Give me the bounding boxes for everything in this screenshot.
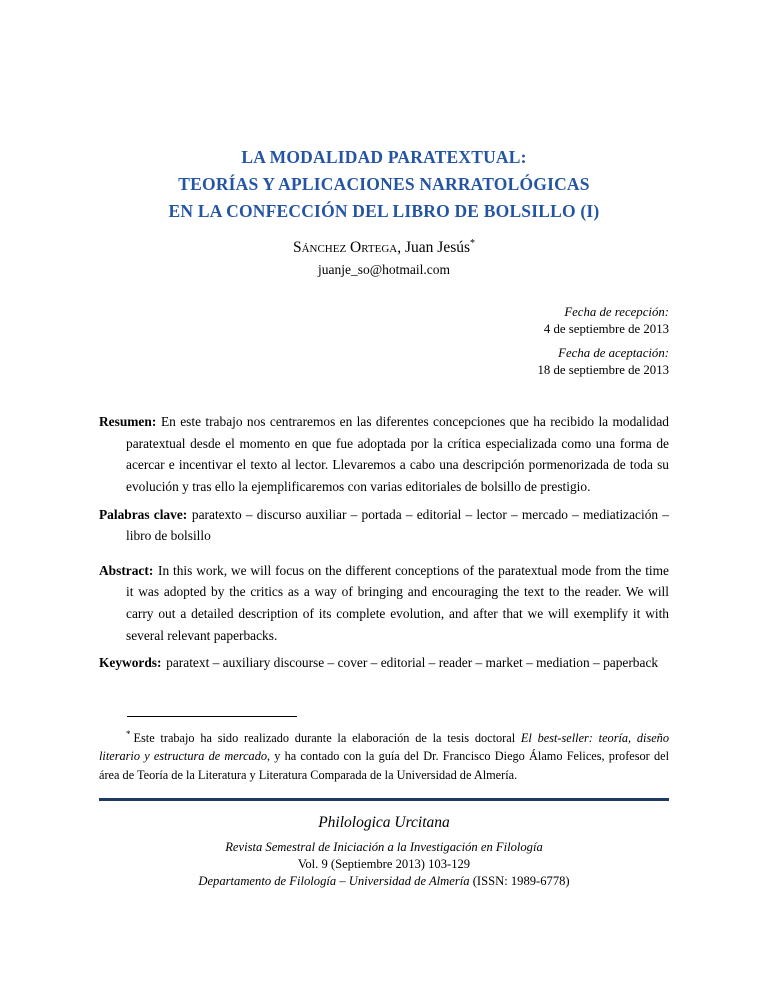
paper-title [99, 144, 669, 225]
palabras-clave-paragraph [99, 504, 669, 547]
footnote-separator-rule [127, 716, 297, 717]
footnote [99, 725, 669, 785]
acceptance-date-pair [99, 345, 669, 379]
journal-footer [99, 814, 669, 890]
reception-label: Fecha de recepción: [564, 305, 669, 320]
abstracts-block [99, 411, 669, 674]
author-line [99, 238, 669, 257]
journal-department-line [99, 873, 669, 890]
acceptance-date: 18 de septiembre de 2013 [537, 363, 669, 378]
author-surname: Sánchez Ortega [292, 239, 398, 257]
author-footnote-marker: * [470, 238, 476, 249]
title-line-3: EN LA CONFECCIÓN DEL LIBRO DE BOLSILLO (I) [168, 201, 600, 221]
palabras-clave-label: Palabras clave: [99, 506, 188, 522]
journal-series: Revista Semestral de Iniciación a la Investigación en Filología [225, 839, 543, 854]
palabras-clave-text: paratexto – discurso auxiliar – portada – editorial – lector – mercado – mediatización – libro de bolsillo [126, 506, 669, 544]
abstract-text: In this work, we will focus on the different conceptions of the paratextual mode from the time it was adopted by the critics as a way of bringing and encouraging the text to the reader. We will carry out a detailed description of its complete evolution, and after that we will exemplify it with several relevant paperbacks. [126, 562, 669, 643]
journal-name: Philologica Urcitana [318, 813, 450, 831]
title-line-1: LA MODALIDAD PARATEXTUAL: [241, 147, 527, 167]
author-given-name: , Juan Jesús [397, 239, 471, 257]
resumen-paragraph [99, 411, 669, 497]
reception-date-pair [99, 304, 669, 338]
footnote-text-before: Este trabajo ha sido realizado durante la elaboración de la tesis doctoral [133, 730, 521, 745]
keywords-text: paratext – auxiliary discourse – cover – editorial – reader – market – mediation – paperback [166, 655, 659, 671]
abstract-paragraph [99, 560, 669, 646]
keywords-label: Keywords: [99, 655, 162, 671]
acceptance-label: Fecha de aceptación: [558, 346, 669, 361]
footnote-text-after: , y ha contado con la guía del Dr. Francisco Diego Álamo Felices, profesor del área de Teoría de la Literatura y Literatura Comparada de la Universidad de Almería. [99, 749, 670, 782]
journal-department: Departamento de Filología – Universidad de Almería [198, 873, 470, 888]
journal-volume: Vol. 9 (Septiembre 2013) 103-129 [297, 856, 471, 871]
keywords-paragraph [99, 652, 669, 674]
resumen-label: Resumen: [99, 414, 157, 430]
reception-date: 4 de septiembre de 2013 [543, 322, 669, 337]
abstract-label: Abstract: [99, 562, 154, 578]
dates-block [99, 304, 669, 379]
author-email: juanje_so@hotmail.com [317, 262, 451, 278]
footer-rule [99, 798, 669, 801]
footnote-thesis-title: El best-seller: teoría, diseño literario y estructura de mercado [99, 730, 669, 764]
title-line-2: TEORÍAS Y APLICACIONES NARRATOLÓGICAS [178, 174, 590, 194]
footnote-marker: * [126, 728, 131, 739]
resumen-text: En este trabajo nos centraremos en las diferentes concepciones que ha recibido la modalidad paratextual desde el momento en que fue adoptada por la crítica especializada como una forma de acercar e incentivar el texto al lector. Llevaremos a cabo una descripción pormenorizada de toda su evolución y tras ello la ejemplificaremos con varias editoriales de bolsillo de prestigio. [126, 414, 669, 494]
journal-issn: (ISSN: 1989-6778) [469, 873, 570, 888]
